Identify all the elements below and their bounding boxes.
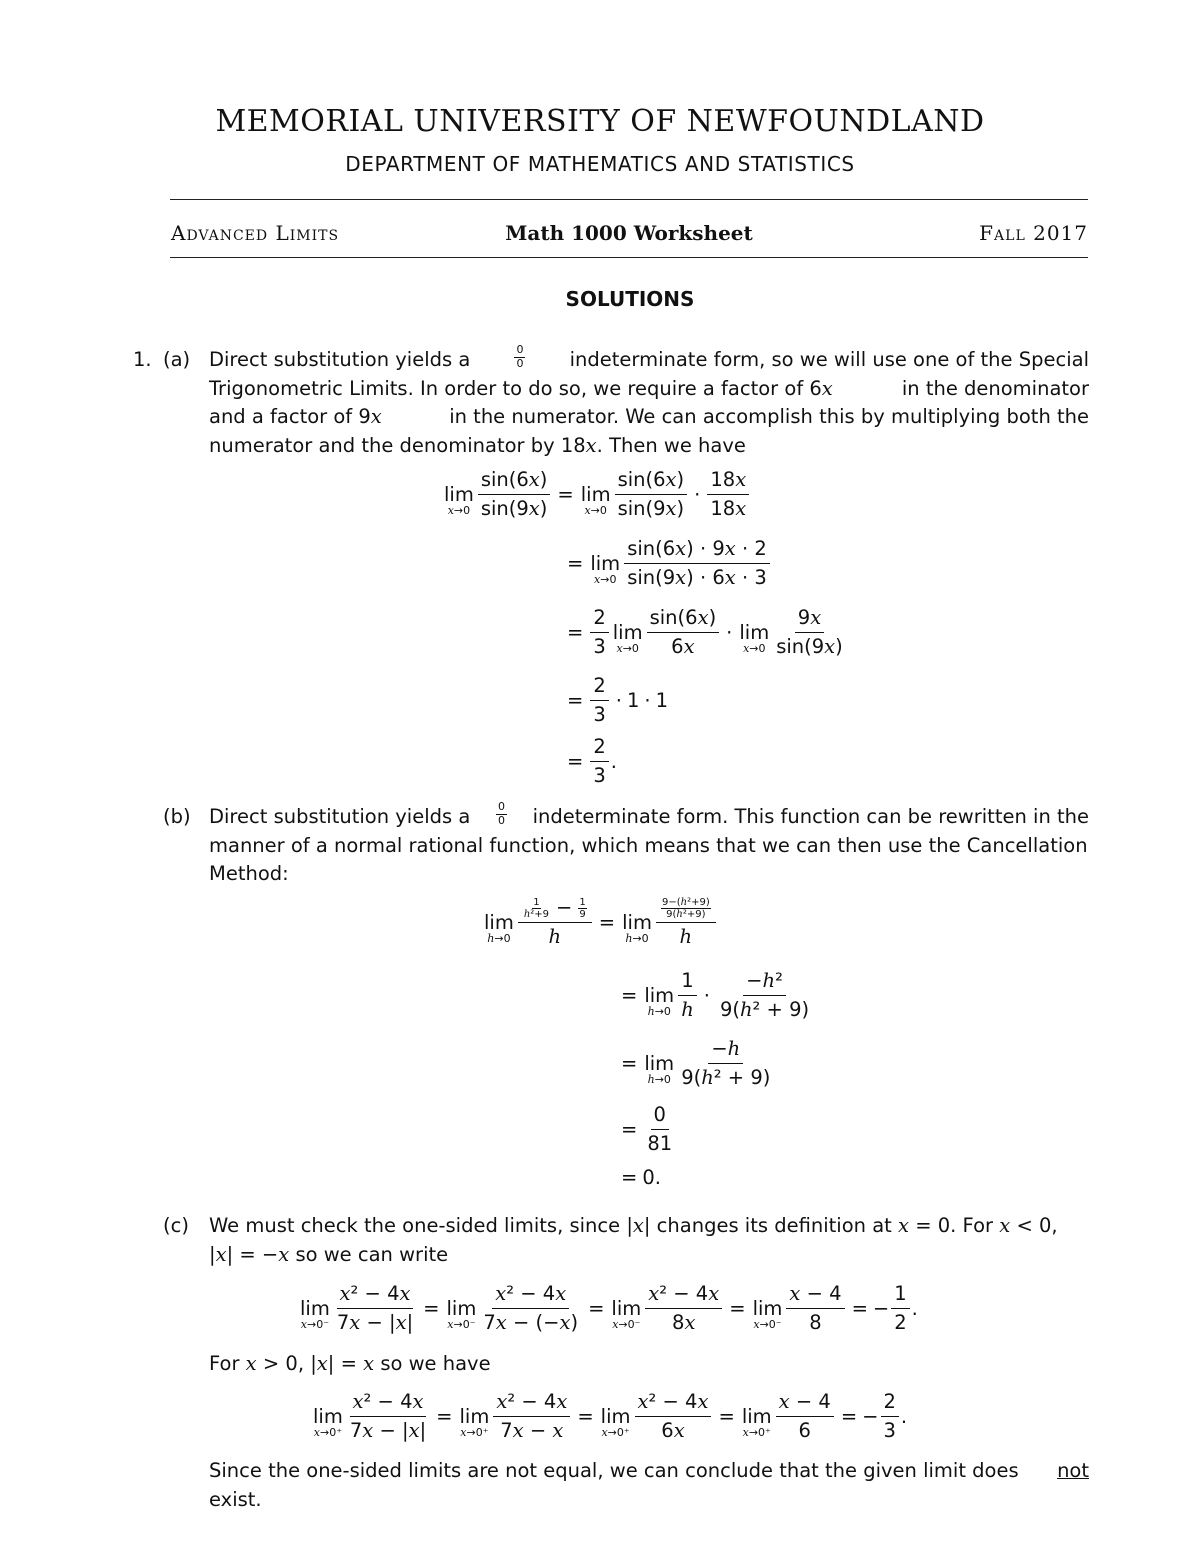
part-b-label: (b) xyxy=(163,805,191,828)
top-rule xyxy=(170,199,1088,200)
solutions-heading: SOLUTIONS xyxy=(565,287,695,311)
part-c-text-2: For x > 0, |x| = x so we have xyxy=(209,1352,491,1375)
eq-b-2: = lim h→0 $\frac{1}{h}$ · $\frac{\text{−h²}}{\text{9(h² + 9)}}$ xyxy=(621,969,810,1021)
eq-a-3: = $\frac{2}{3}$ lim x→0 $\frac{\sin(6x)}{6x}$ · lim x→0 $\frac{9x}{\sin(9x)}$ xyxy=(567,606,843,658)
bottom-rule xyxy=(170,257,1088,258)
part-c-text: We must check the one-sided limits, since |x| changes its definition at x = 0. For x < 0, |x| = −x so we can write xyxy=(209,1214,1058,1266)
eq-c-right: lim x→0⁺ $\frac{\text{x² − 4x}}{7x - |x|}$ = lim x→0⁺ $\frac{\text{x² − 4x}}{7x - x}$ = lim x→0⁺ $\frac{\text{x² − 4x}}{6x}$ = lim x→0⁺ $\frac{x - 4}{6}$ = − $\frac{2}{3}$ . xyxy=(313,1390,908,1442)
eq-b-1: lim h→0 $\frac{1}{\text{h²+9}}$ − $\frac{1}{9}$ h = lim h→0 $\frac{\frac{\text{9−(h²+9)}}{\text{9(h²+9)}}}{h}$ xyxy=(482,896,718,949)
department-title: DEPARTMENT OF MATHEMATICS AND STATISTICS xyxy=(345,152,855,176)
term-label: Fall 2017 xyxy=(979,221,1088,245)
eq-a-2: = lim x→0 $\frac{\sin(6x) \cdot 9x \cdot 2}{\sin(9x) \cdot 6x \cdot 3}$ xyxy=(562,537,772,590)
eq-b-4: = $\frac{0}{81}$ xyxy=(621,1103,673,1155)
part-b-text: Direct substitution yields a $\frac{0}{0}$ indeterminate form. This function can be rewritten in the manner of a normal rational function, which means that we can then use the Cancellation Method: xyxy=(209,800,1089,885)
topic-label: Advanced Limits xyxy=(171,221,340,245)
university-title: MEMORIAL UNIVERSITY OF NEWFOUNDLAND xyxy=(215,104,985,139)
eq-b-5: = 0. xyxy=(621,1166,661,1189)
part-c-conclusion: Since the one-sided limits are not equal, we can conclude that the given limit does not exist. xyxy=(209,1459,1089,1511)
question-number: 1. xyxy=(133,348,152,371)
eq-a-1: lim x→0 $\frac{\sin(6x)}{\sin(9x)}$ = lim x→0 $\frac{\sin(6x)}{\sin(9x)}$ · $\frac{18x}{18x}$ xyxy=(442,468,751,521)
not-underlined: not xyxy=(1057,1459,1089,1482)
part-a-text: Direct substitution yields a $\frac{0}{0}$ indeterminate form, so we will use one of the Special Trigonometric Limits. In order to do so, we require a factor of 6x in the denominator and a factor of 9x in the numerator. We can accomplish this by multiplying both the numerator and the denominator by 18x. Then we have xyxy=(209,343,1089,457)
eq-b-3: = lim h→0 $\frac{-h}{\text{9(h² + 9)}}$ xyxy=(621,1037,771,1089)
part-c-label: (c) xyxy=(163,1214,189,1237)
eq-a-5: = $\frac{2}{3}$ . xyxy=(567,735,617,787)
eq-c-left: lim x→0⁻ $\frac{\text{x² − 4x}}{7x - |x|}$ = lim x→0⁻ $\frac{\text{x² − 4x}}{7x - (-x)}$ = lim x→0⁻ $\frac{\text{x² − 4x}}{8x}$ = lim x→0⁻ $\frac{x - 4}{8}$ = − $\frac{1}{2}$ . xyxy=(300,1282,918,1334)
course-label: Math 1000 Worksheet xyxy=(505,221,753,245)
part-a-label: (a) xyxy=(163,348,191,371)
eq-a-4: = $\frac{2}{3}$ · 1 · 1 xyxy=(567,674,669,726)
